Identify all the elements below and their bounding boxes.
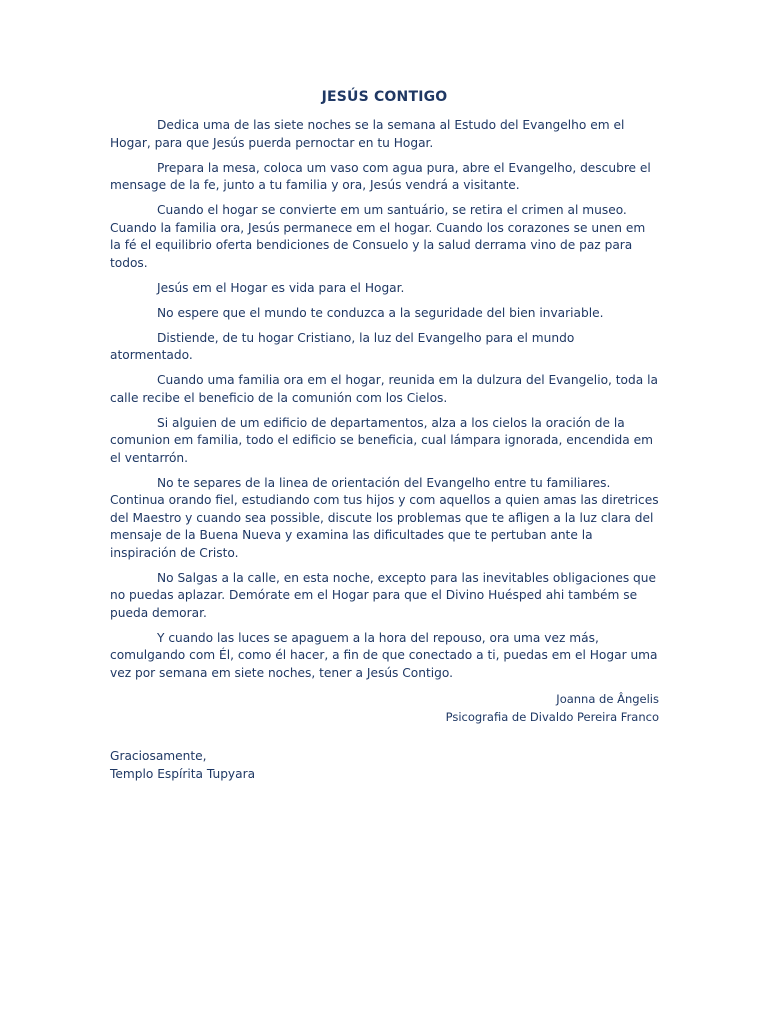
- paragraph-3: Cuando el hogar se convierte em um santuário, se retira el crimen al museo. Cuando la familia ora, Jesús permanece em el hogar. Cuando los corazones se unen em la fé el equilibrio oferta bendiciones de Consuelo y la salud derrama vino de paz para todos.: [110, 203, 646, 270]
- paragraph-11: Y cuando las luces se apaguem a la hora del repouso, ora uma vez más, comulgando com Él, como él hacer, a fin de que conectado a ti, puedas em el Hogar uma vez por semana em siete noches, tener a Jesús Contigo.: [110, 630, 658, 680]
- paragraph-1: Dedica uma de las siete noches se la semana al Estudo del Evangelho em el Hogar, para que Jesús puerda pernoctar en tu Hogar.: [110, 118, 625, 150]
- signature-author: Joanna de Ângelis: [556, 692, 659, 706]
- paragraph-10: No Salgas a la calle, en esta noche, excepto para las inevitables obligaciones que no puedas aplazar. Demórate em el Hogar para que el Divino Huésped ahi também se pueda demorar.: [110, 570, 657, 620]
- paragraph-9: No te separes de la linea de orientación del Evangelho entre tu familiares. Continua orando fiel, estudiando com tus hijos y com aquellos a quien amas las diretrices del Maestro y cuando sea possible, discute los problemas que te afligen a la luz clara del mensaje de la Buena Nueva y examina las dificultades que te pertuban ante la inspiración de Cristo.: [110, 475, 659, 560]
- closing-salutation: Graciosamente,: [110, 749, 207, 763]
- document-page: [110, 88, 659, 783]
- paragraph-7: Cuando uma familia ora em el hogar, reunida em la dulzura del Evangelio, toda la calle recibe el beneficio de la comunión com los Cielos.: [110, 373, 658, 405]
- closing-organization: Templo Espírita Tupyara: [110, 767, 256, 781]
- document-title: JESÚS CONTIGO: [321, 89, 448, 105]
- signature-psychography: Psicografia de Divaldo Pereira Franco: [445, 710, 659, 724]
- paragraph-5: No espere que el mundo te conduzca a la seguridade del bien invariable.: [157, 305, 604, 320]
- paragraph-6: Distiende, de tu hogar Cristiano, la luz del Evangelho para el mundo atormentado.: [110, 330, 575, 362]
- closing-block: [110, 747, 659, 783]
- paragraph-2: Prepara la mesa, coloca um vaso com agua pura, abre el Evangelho, descubre el mensage de la fe, junto a tu familia y ora, Jesús vendrá a visitante.: [110, 160, 651, 192]
- paragraph-4: Jesús em el Hogar es vida para el Hogar.: [157, 280, 405, 295]
- paragraph-8: Si alguien de um edificio de departamentos, alza a los cielos la oración de la comunion em familia, todo el edificio se beneficia, cual lámpara ignorada, encendida em el ventarrón.: [110, 415, 653, 465]
- signature-block: [110, 690, 659, 726]
